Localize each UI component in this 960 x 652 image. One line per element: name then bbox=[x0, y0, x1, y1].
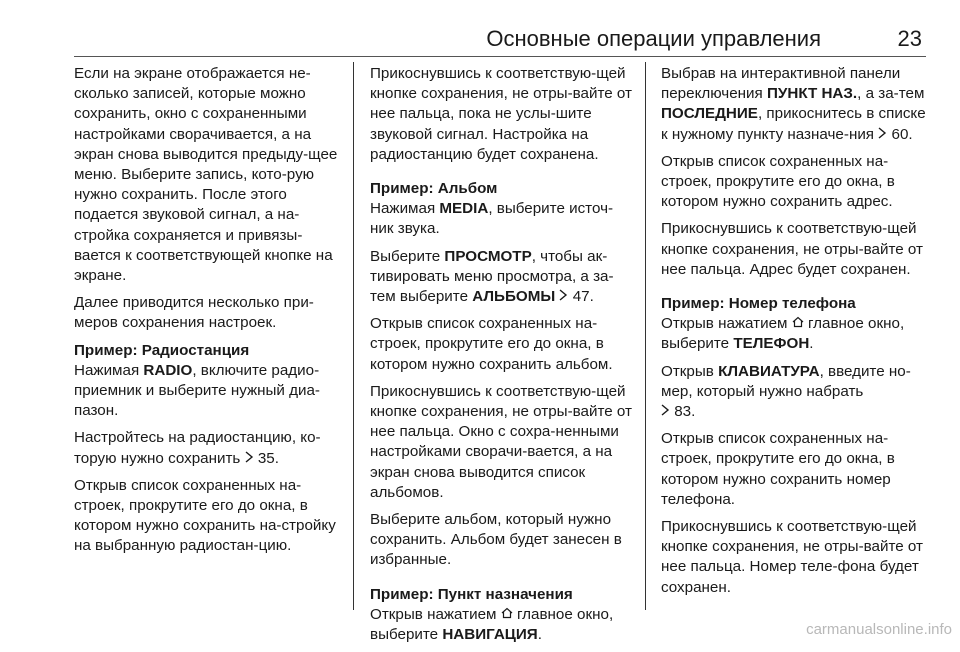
paragraph: Настройтесь на радиостанцию, ко-торую нужно сохранить 35. bbox=[74, 428, 346, 468]
paragraph: Прикоснувшись к соответствую-щей кнопке сохранения, не отры-вайте от нее пальца. Адрес будет сохранен. bbox=[661, 220, 923, 278]
paragraph: Открыв список сохраненных на-строек, прокрутите его до окна, в котором нужно сохранить номер телефона. bbox=[661, 430, 895, 508]
page-ref-link[interactable]: 35 bbox=[257, 449, 275, 467]
paragraph: Нажимая RADIO, включите радио-приемник и выберите нужный диа-пазон. bbox=[74, 361, 320, 420]
section-heading-album: Пример: Альбом bbox=[370, 180, 498, 198]
page-ref-link[interactable]: 83 bbox=[674, 403, 692, 421]
paragraph: Открыв список сохраненных на-строек, прокрутите его до окна, в котором нужно сохранить на-стройку на выбранную радиостан-цию. bbox=[74, 476, 336, 555]
home-icon bbox=[792, 314, 804, 334]
home-icon bbox=[501, 605, 513, 625]
radio-button-label: RADIO bbox=[143, 361, 193, 379]
section-heading-radio: Пример: Радиостанция bbox=[74, 341, 250, 359]
column-divider bbox=[645, 62, 646, 610]
paragraph: Нажимая MEDIA, выберите источ-ник звука. bbox=[370, 200, 614, 238]
paragraph: Открыв нажатием главное окно, выберите ТЕЛЕФОН. bbox=[661, 315, 905, 353]
paragraph: Прикоснувшись к соответствую-щей кнопке сохранения, не отры-вайте от нее пальца. Окно с сохра-ненными настройками сворачи-вается, а на экран снова выводится список альбомов. bbox=[370, 382, 632, 501]
paragraph: Прикоснувшись к соответствую-щей кнопке сохранения, не отры-вайте от нее пальца. Номер теле-фона будет сохранен. bbox=[661, 518, 923, 596]
paragraph: Далее приводится несколько при-меров сохранения настроек. bbox=[74, 294, 314, 332]
paragraph: Если на экране отображается не-сколько записей, которые можно сохранить, окно с сохраненными настройками сворачивается, а на экран снова выводится предыду-щее меню. Выберите запись, кото-рую нужно сохранить. После этого подается звуковой сигнал, а на-стройка сохраняется и привязы-вается к соответствующей кнопке на экране. bbox=[74, 65, 338, 285]
watermark: carmanualsonline.info bbox=[806, 621, 952, 638]
page-reference-icon bbox=[245, 449, 254, 469]
page-ref-link[interactable]: 47 bbox=[572, 288, 590, 306]
column-2 bbox=[370, 64, 635, 652]
paragraph: Открыв КЛАВИАТУРА, введите но-мер, который нужно набрать 83. bbox=[661, 362, 929, 423]
paragraph: Выбрав на интерактивной панели переключения ПУНКТ НАЗ., а за-тем ПОСЛЕДНИЕ, прикоснитесь в списке к нужному пункту назначе-ния 60. bbox=[661, 64, 929, 145]
paragraph: Выберите альбом, который нужно сохранить. Альбом будет занесен в избранные. bbox=[370, 511, 622, 569]
page-title: Основные операции управления bbox=[486, 26, 821, 51]
page-number: 23 bbox=[897, 26, 922, 51]
paragraph: Открыв список сохраненных на-строек, прокрутите его до окна, в котором нужно сохранить адрес. bbox=[661, 152, 895, 211]
page-ref-link[interactable]: 60 bbox=[891, 125, 909, 143]
page-reference-icon bbox=[661, 402, 670, 422]
page-reference-icon bbox=[559, 287, 568, 307]
paragraph: Открыв нажатием главное окно, выберите НАВИГАЦИЯ. bbox=[370, 605, 614, 644]
column-3 bbox=[661, 64, 929, 605]
section-heading-phone: Пример: Номер телефона bbox=[661, 295, 856, 313]
section-heading-destination: Пример: Пункт назначения bbox=[370, 585, 573, 603]
paragraph: Прикоснувшись к соответствую-щей кнопке сохранения, не отры-вайте от нее пальца, пока не услы-шите звуковой сигнал. Настройка на радиостанцию будет сохранена. bbox=[370, 65, 632, 163]
column-1 bbox=[74, 64, 346, 564]
column-divider bbox=[353, 62, 354, 610]
paragraph: Выберите ПРОСМОТР, чтобы ак-тивировать меню просмотра, а за-тем выберите АЛЬБОМЫ 47. bbox=[370, 247, 635, 308]
paragraph: Открыв список сохраненных на-строек, прокрутите его до окна, в котором нужно сохранить альбом. bbox=[370, 315, 613, 373]
page-reference-icon bbox=[878, 125, 887, 145]
media-button-label: MEDIA bbox=[439, 200, 489, 218]
page-header bbox=[74, 0, 926, 57]
